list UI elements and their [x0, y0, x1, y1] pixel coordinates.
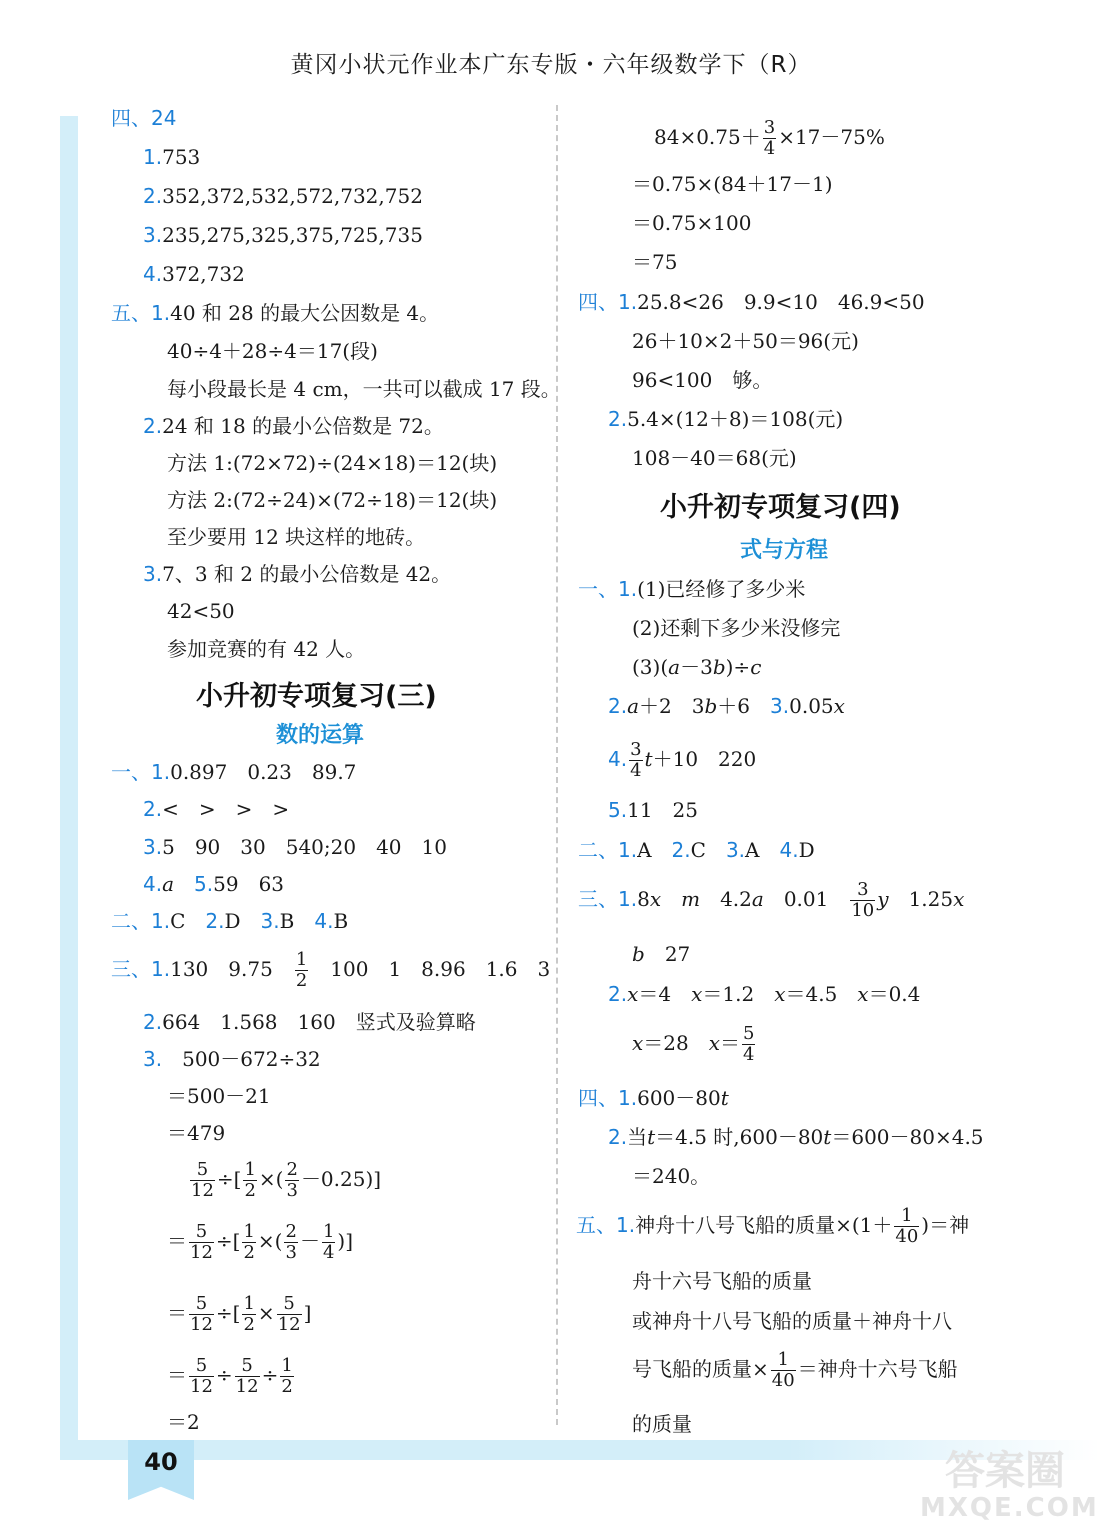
- fraction: $\frac{1}{4}$: [322, 1221, 335, 1263]
- answer-line: 至少要用 12 块这样的地砖。: [167, 525, 426, 549]
- answer-line: x＝28 x＝ $\frac{5}{4}$: [632, 1023, 755, 1065]
- fraction: $\frac{1}{2}$: [281, 1355, 293, 1397]
- fraction: $\frac{1}{2}$: [295, 949, 308, 991]
- page-header: 黄冈小状元作业本广东专版・六年级数学下（R）: [290, 52, 812, 78]
- fraction: $\frac{5}{12}$: [191, 1159, 214, 1201]
- fraction: $\frac{2}{3}$: [286, 1159, 298, 1201]
- section-subtitle: 数的运算: [276, 722, 365, 748]
- fraction: $\frac{1}{2}$: [243, 1293, 255, 1335]
- answer-line: 四、24: [111, 106, 177, 130]
- equation-line: ＝ $\frac{5}{12}$ ÷[ $\frac{1}{2}$ ×( $\frac{2}{3}$ － $\frac{1}{4}$ )]: [167, 1221, 353, 1263]
- answer-line: ＝0.75×100: [632, 211, 752, 235]
- answer-line: 2.< > > >: [143, 797, 290, 821]
- section-title: 小升初专项复习(三): [196, 681, 437, 712]
- answer-line: ＝75: [632, 250, 678, 274]
- answer-line: 3.5 90 30 540;20 40 10: [143, 835, 447, 859]
- fraction: $\frac{1}{2}$: [243, 1221, 255, 1263]
- answer-line: ＝240。: [632, 1164, 711, 1188]
- fraction: $\frac{5}{4}$: [743, 1023, 755, 1065]
- answer-line: 舟十六号飞船的质量: [632, 1269, 812, 1293]
- answer-line: 4.372,732: [143, 262, 245, 286]
- fraction: $\frac{2}{3}$: [285, 1221, 297, 1263]
- fraction: $\frac{5}{12}$: [190, 1221, 213, 1263]
- answer-line: 一、1.0.897 0.23 89.7: [111, 760, 357, 784]
- answer-line: (3)(a－3b)÷c: [632, 655, 762, 679]
- answer-line: 2.x＝4 x＝1.2 x＝4.5 x＝0.4: [608, 982, 921, 1006]
- fraction: $\frac{3}{10}$: [851, 879, 875, 921]
- fraction: $\frac{5}{12}$: [190, 1293, 213, 1335]
- answer-line: 2.5.4×(12＋8)＝108(元): [608, 407, 844, 431]
- answer-line: 四、1.25.8<26 9.9<10 46.9<50: [578, 290, 925, 314]
- fraction: $\frac{1}{40}$: [771, 1349, 795, 1391]
- answer-line: 2.当t＝4.5 时,600－80t＝600－80×4.5: [608, 1125, 984, 1149]
- answer-line: 3.235,275,325,375,725,735: [143, 223, 423, 247]
- section-subtitle: 式与方程: [740, 537, 829, 563]
- answer-line: 一、1.(1)已经修了多少米: [578, 577, 806, 601]
- fraction: $\frac{1}{2}$: [244, 1159, 256, 1201]
- answer-line: 二、1.A 2.C 3.A 4.D: [578, 838, 815, 862]
- answer-line: b 27: [632, 942, 691, 966]
- answer-line: 2.664 1.568 160 竖式及验算略: [143, 1010, 476, 1034]
- fraction: $\frac{5}{12}$: [277, 1293, 301, 1335]
- answer-line: 1.753: [143, 145, 201, 169]
- answer-line: ＝500－21: [167, 1084, 271, 1108]
- fraction: $\frac{5}{12}$: [235, 1355, 259, 1397]
- answer-line: 五、1.神舟十八号飞船的质量×(1＋ $\frac{1}{40}$ )＝神: [576, 1205, 970, 1247]
- answer-line: 5.11 25: [608, 798, 698, 822]
- answer-line: 4.a 5.59 63: [143, 872, 285, 896]
- equation-line: 84×0.75＋ $\frac{3}{4}$ ×17－75%: [654, 117, 885, 159]
- answer-line: 四、1.600－80t: [578, 1086, 729, 1110]
- answer-line: 的质量: [632, 1412, 692, 1436]
- answer-line: 3.7、3 和 2 的最小公倍数是 42。: [143, 562, 452, 586]
- answer-line: 96<100 够。: [632, 368, 773, 392]
- equation-line: ＝ $\frac{5}{12}$ ÷ $\frac{5}{12}$ ÷ $\frac{1}{2}$: [167, 1355, 293, 1397]
- fraction: $\frac{3}{4}$: [630, 739, 642, 781]
- answer-line: 3. 500－672÷32: [143, 1047, 321, 1071]
- answer-line: 三、1.130 9.75 $\frac{1}{2}$ 100 1 8.96 1.6 3: [111, 949, 551, 991]
- equation-line: ＝ $\frac{5}{12}$ ÷[ $\frac{1}{2}$ × $\frac{5}{12}$ ]: [167, 1293, 312, 1335]
- answer-line: 42<50: [167, 599, 235, 623]
- answer-line: 2.a＋2 3b＋6 3.0.05x: [608, 694, 845, 718]
- answer-line: 参加竞赛的有 42 人。: [167, 637, 366, 661]
- fraction: $\frac{1}{40}$: [895, 1205, 919, 1247]
- fraction: $\frac{5}{12}$: [190, 1355, 213, 1397]
- section-title: 小升初专项复习(四): [660, 492, 901, 523]
- answer-line: 4. $\frac{3}{4}$ t＋10 220: [608, 739, 757, 781]
- answer-line: 40÷4＋28÷4＝17(段): [167, 339, 378, 363]
- answer-line: ＝0.75×(84＋17－1): [632, 172, 833, 196]
- answer-line: 五、1.40 和 28 的最大公因数是 4。: [111, 301, 440, 325]
- answer-line: 二、1.C 2.D 3.B 4.B: [111, 909, 349, 933]
- equation-line: $\frac{5}{12}$ ÷[ $\frac{1}{2}$ ×( $\frac{2}{3}$ －0.25)]: [191, 1159, 382, 1201]
- answer-line: 方法 2:(72÷24)×(72÷18)＝12(块): [167, 488, 498, 512]
- answer-line: (2)还剩下多少米没修完: [632, 616, 841, 640]
- answer-line: ＝479: [167, 1121, 226, 1145]
- answer-line: 108－40＝68(元): [632, 446, 797, 470]
- answer-line: 号飞船的质量× $\frac{1}{40}$ ＝神舟十六号飞船: [632, 1349, 958, 1391]
- watermark-logo: 答案圈 MXQE.COM: [920, 1448, 1099, 1523]
- fraction: $\frac{3}{4}$: [763, 117, 776, 159]
- answer-line: 或神舟十八号飞船的质量＋神舟十八: [632, 1309, 952, 1333]
- answer-line: 三、1.8x m 4.2a 0.01 $\frac{3}{10}$ y 1.25x: [578, 879, 965, 921]
- answer-line: 2.352,372,532,572,732,752: [143, 184, 423, 208]
- page-number: 40: [144, 1448, 178, 1476]
- answer-line: 每小段最长是 4 cm，一共可以截成 17 段。: [167, 377, 561, 401]
- answer-line: 方法 1:(72×72)÷(24×18)＝12(块): [167, 451, 498, 475]
- answer-line: 26＋10×2＋50＝96(元): [632, 329, 859, 353]
- answer-line: 2.24 和 18 的最小公倍数是 72。: [143, 414, 444, 438]
- answer-line: ＝2: [167, 1410, 200, 1434]
